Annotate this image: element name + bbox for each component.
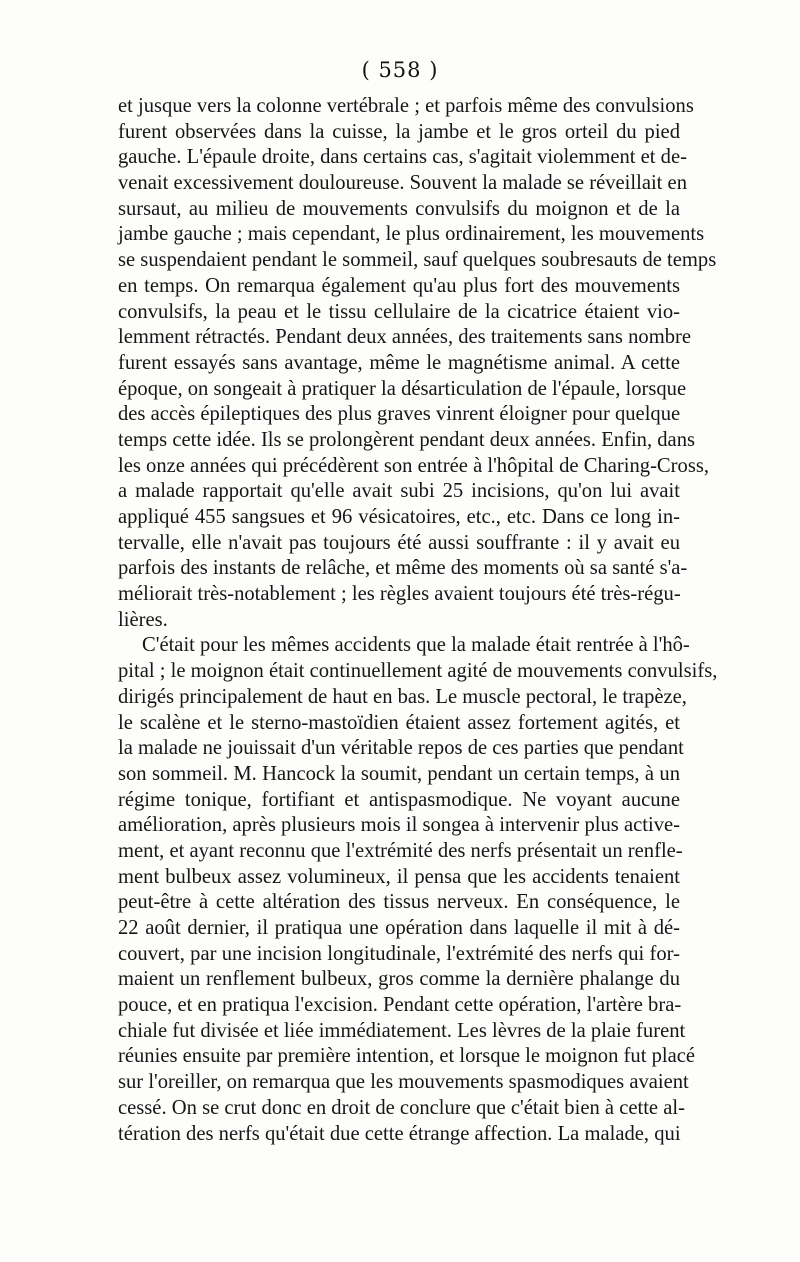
text-line: la malade ne jouissait d'un véritable repos de ces parties que pendant xyxy=(118,737,684,760)
text-line: ment, et ayant reconnu que l'extrémité des nerfs présentait un renfle- xyxy=(118,839,683,862)
text-line: les onze années qui précédèrent son entrée à l'hôpital de Charing-Cross, xyxy=(118,454,709,477)
text-line: tération des nerfs qu'était due cette étrange affection. La malade, qui xyxy=(118,1122,681,1145)
text-line: ment bulbeux assez volumineux, il pensa que les accidents tenaient xyxy=(118,865,680,888)
text-line: peut-être à cette altération des tissus nerveux. En conséquence, le xyxy=(118,891,680,914)
text-line: pital ; le moignon était continuellement agité de mouvements convulsifs, xyxy=(118,660,718,683)
text-line: chiale fut divisée et liée immédiatement. Les lèvres de la plaie furent xyxy=(118,1019,686,1042)
text-line: a malade rapportait qu'elle avait subi 25 incisions, qu'on lui avait xyxy=(118,480,680,503)
text-line: tervalle, elle n'avait pas toujours été aussi souffrante : il y avait eu xyxy=(118,531,680,554)
text-line: lemment rétractés. Pendant deux années, des traitements sans nombre xyxy=(118,326,692,349)
text-line: le scalène et le sterno-mastoïdien étaient assez fortement agités, et xyxy=(118,711,680,734)
text-line: furent observées dans la cuisse, la jambe et le gros orteil du pied xyxy=(118,120,680,143)
page-number: ( 558 ) xyxy=(361,58,439,82)
text-line: furent essayés sans avantage, même le magnétisme animal. A cette xyxy=(118,351,680,374)
text-line: et jusque vers la colonne vertébrale ; et parfois même des convulsions xyxy=(118,95,694,117)
text-line: lières. xyxy=(118,608,168,631)
text-line: sur l'oreiller, on remarqua que les mouvements spasmodiques avaient xyxy=(118,1071,689,1094)
text-line: en temps. On remarqua également qu'au plus fort des mouvements xyxy=(118,274,680,297)
text-line: époque, on songeait à pratiquer la désarticulation de l'épaule, lorsque xyxy=(118,377,687,400)
text-line: réunies ensuite par première intention, et lorsque le moignon fut placé xyxy=(118,1045,696,1068)
text-line: dirigés principalement de haut en bas. Le muscle pectoral, le trapèze, xyxy=(118,685,687,708)
text-line: C'était pour les mêmes accidents que la malade était rentrée à l'hô- xyxy=(142,634,690,657)
text-line: parfois des instants de relâche, et même des moments où sa santé s'a- xyxy=(118,557,688,580)
text-line: son sommeil. M. Hancock la soumit, pendant un certain temps, à un xyxy=(118,762,680,785)
text-line: temps cette idée. Ils se prolongèrent pendant deux années. Enfin, dans xyxy=(118,428,696,451)
text-line: gauche. L'épaule droite, dans certains cas, s'agitait violemment et de- xyxy=(118,146,687,169)
text-line: méliorait très-notablement ; les règles avaient toujours été très-régu- xyxy=(118,583,681,606)
text-line: régime tonique, fortifiant et antispasmodique. Ne voyant aucune xyxy=(118,788,680,811)
text-line: venait excessivement douloureuse. Souvent la malade se réveillait en xyxy=(118,172,687,195)
text-line: sursaut, au milieu de mouvements convulsifs du moignon et de la xyxy=(118,197,680,220)
paragraph xyxy=(118,633,718,1147)
text-line: convulsifs, la peau et le tissu cellulaire de la cicatrice étaient vio- xyxy=(118,300,680,323)
text-line: jambe gauche ; mais cependant, le plus ordinairement, les mouvements xyxy=(118,223,705,246)
paragraph xyxy=(118,94,717,633)
text-line: couvert, par une incision longitudinale, l'extrémité des nerfs qui for- xyxy=(118,942,680,965)
text-line: se suspendaient pendant le sommeil, sauf quelques soubresauts de temps xyxy=(118,249,717,272)
text-line: appliqué 455 sangsues et 96 vésicatoires, etc., etc. Dans ce long in- xyxy=(118,506,680,528)
body-text xyxy=(118,94,718,1147)
text-line: des accès épileptiques des plus graves vinrent éloigner pour quelque xyxy=(118,403,681,426)
text-line: pouce, et en pratiqua l'excision. Pendant cette opération, l'artère bra- xyxy=(118,994,682,1017)
text-line: cessé. On se crut donc en droit de conclure que c'était bien à cette al- xyxy=(118,1096,685,1119)
text-line: amélioration, après plusieurs mois il songea à intervenir plus active- xyxy=(118,814,680,837)
text-line: 22 août dernier, il pratiqua une opération dans laquelle il mit à dé- xyxy=(118,917,680,939)
text-line: maient un renflement bulbeux, gros comme la dernière phalange du xyxy=(118,968,680,991)
